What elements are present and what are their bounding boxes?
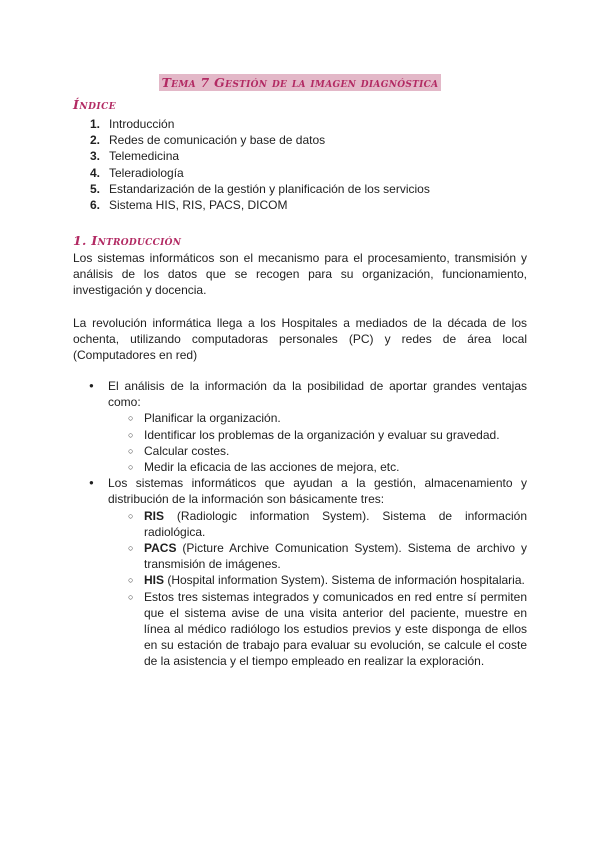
sub-item: ○ Planificar la organización.: [108, 410, 527, 426]
bullet-item: ● El análisis de la información da la posibilidad de aportar grandes ventajas como: ○ Planificar la organización. ○ Identificar los problemas de la organización y evaluar su gravedad. ○ Calcular costes. ○ Medir la eficacia de las acciones de mejora, etc.: [73, 378, 527, 475]
term-his: HIS: [144, 573, 165, 588]
sub-item: ○ Medir la eficacia de las acciones de mejora, etc.: [108, 459, 527, 475]
title-wrapper: [0, 74, 600, 92]
sub-list: [108, 410, 527, 475]
paragraph-2: La revolución informática llega a los Hospitales a mediados de la década de los ochenta, utilizando computadoras personales (PC) y redes de área local (Computadores en red): [73, 316, 527, 363]
index-list: [90, 116, 430, 213]
term-ris: RIS: [144, 508, 165, 523]
bullet-item: ● Los sistemas informáticos que ayudan a la gestión, almacenamiento y distribución de la información son básicamente tres: ○ RIS (Radiologic information System). Sistema de información radiológica. ○ PACS (Picture Archive Comunication System). Sistema de archivo y transmisión de imágenes. ○ HIS (Hospital information System). Sistema de información hospitalaria. ○ Estos tres sistemas integrados y comunicados en red entre sí permiten que el sistema avise de una visita anterior del paciente, muestre en línea al médico radiólogo los estudios previos y este disponga de ellos en su estación de trabajo para evaluar su evolución, se calcule el coste de la asistencia y el tiempo empleado en realizar la exploración.: [73, 475, 527, 669]
section-title: Introducción: [91, 233, 182, 248]
index-heading: Índice: [73, 97, 117, 112]
index-item: 5. Estandarización de la gestión y planificación de los servicios: [90, 181, 430, 196]
section-heading: [73, 233, 181, 248]
index-item: 1. Introducción: [90, 117, 175, 131]
sub-item: ○ Calcular costes.: [108, 443, 527, 459]
paragraph-1: Los sistemas informáticos son el mecanismo para el procesamiento, transmisión y análisis de los datos que se recogen para su organización, funcionamiento, investigación y docencia.: [73, 251, 527, 298]
sub-item-ris: ○ RIS (Radiologic information System). Sistema de información radiológica.: [108, 508, 527, 540]
index-item: 6. Sistema HIS, RIS, PACS, DICOM: [90, 197, 288, 212]
section-number: 1.: [73, 233, 87, 248]
sub-item: ○ Identificar los problemas de la organización y evaluar su gravedad.: [108, 427, 527, 443]
sub-list: [108, 508, 527, 670]
page-title: Tema 7 Gestión de la imagen diagnóstica: [159, 74, 442, 91]
sub-item-integrated: ○ Estos tres sistemas integrados y comunicados en red entre sí permiten que el sistema avise de una visita anterior del paciente, muestre en línea al médico radiólogo los estudios previos y este disponga de ellos en su estación de trabajo para evaluar su evolución, se calcule el coste de la asistencia y el tiempo empleado en realizar la exploración.: [108, 589, 527, 670]
index-item: 4. Teleradiología: [90, 165, 184, 180]
term-pacs: PACS: [144, 541, 177, 556]
bullet-list: [73, 378, 527, 670]
sub-item-pacs: ○ PACS (Picture Archive Comunication System). Sistema de archivo y transmisión de imágenes.: [108, 540, 527, 572]
sub-item-his: ○ HIS (Hospital information System). Sistema de información hospitalaria.: [108, 572, 527, 588]
index-item: 3. Telemedicina: [90, 149, 180, 164]
index-item: 2. Redes de comunicación y base de datos: [90, 133, 326, 148]
